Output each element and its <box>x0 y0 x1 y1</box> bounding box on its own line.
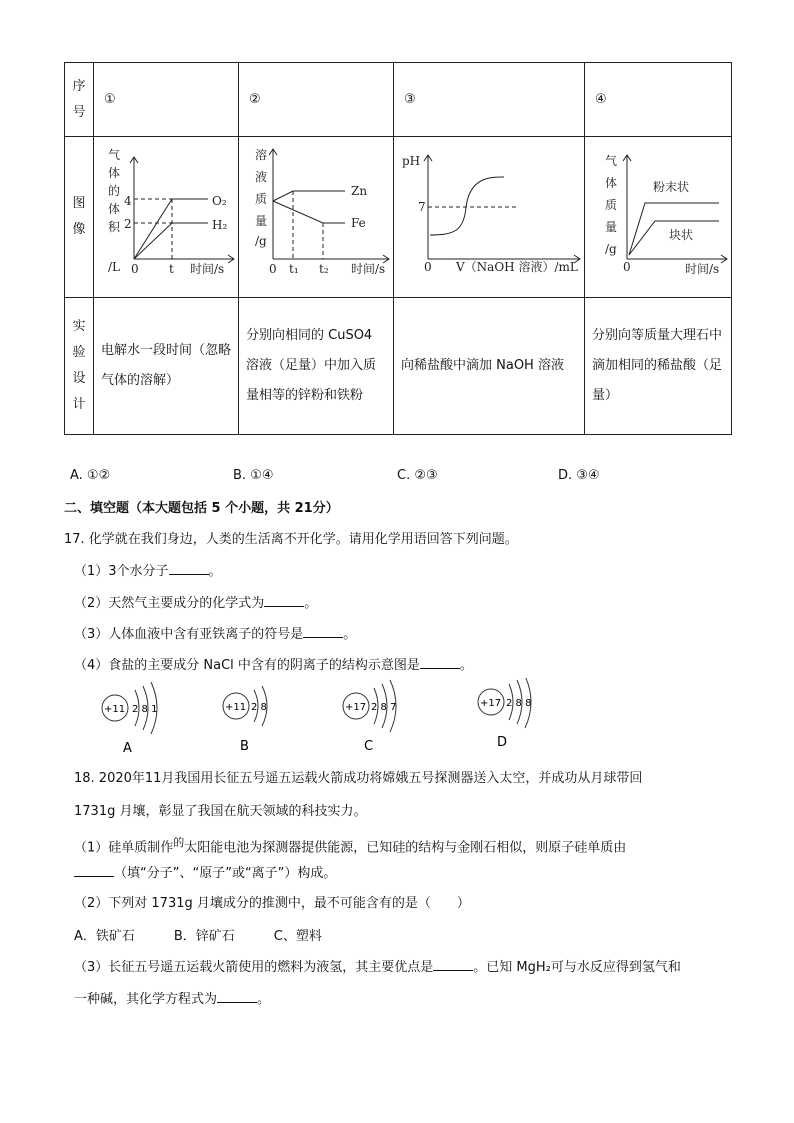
g4-xlabel: 时间/s <box>685 262 720 276</box>
g4-ylabel-2: 质 <box>605 198 618 212</box>
q18-sub1-cont: （填“分子”、“原子”或“离子”）构成。 <box>74 862 336 881</box>
g2-ylabel-4: /g <box>255 234 267 248</box>
svg-text:C: C <box>364 739 374 754</box>
svg-text:2 8 1: 2 8 1 <box>132 704 158 715</box>
atom-c <box>343 680 396 754</box>
g1-origin: 0 <box>131 262 139 276</box>
g1-ylabel-0: 气 <box>108 148 121 162</box>
option-a: A. ①② <box>70 468 111 483</box>
g2-fe-label: Fe <box>351 216 366 230</box>
g3-ylabel: pH <box>402 154 421 168</box>
q17-sub2: （2）天然气主要成分的化学式为 。 <box>74 596 318 611</box>
design-4: 分别向等质量大理石中滴加相同的稀盐酸（足量） <box>585 298 732 435</box>
blank <box>217 990 257 1003</box>
q17-sub4: （4）食盐的主要成分 NaCl 中含有的阴离子的结构示意图是 。 <box>74 658 473 673</box>
blank <box>433 958 473 971</box>
g2-origin: 0 <box>269 262 277 276</box>
g1-xlabel: 时间/s <box>190 262 225 276</box>
g2-ylabel-1: 液 <box>255 170 268 184</box>
num-4: ④ <box>585 63 732 137</box>
q17-sub1: （1）3个水分子 。 <box>74 564 222 579</box>
g1-ylabel-3: 体 <box>108 202 121 216</box>
g4-ylabel-4: /g <box>605 242 617 256</box>
g2-ylabel-2: 质 <box>255 192 268 206</box>
g1-tick-t: t <box>169 262 174 276</box>
graph-3-cell <box>394 137 585 298</box>
blank <box>264 594 304 607</box>
graph-1-cell <box>94 137 239 298</box>
g1-o2-label: O₂ <box>212 194 227 208</box>
experiment-table <box>64 62 732 435</box>
q18-stem-2: 1731g 月壤，彰显了我国在航天领域的科技实力。 <box>74 804 367 819</box>
g4-y-axis <box>623 155 631 259</box>
g4-origin: 0 <box>623 260 631 274</box>
section-title: 二、填空题（本大题包括 5 个小题，共 21分） <box>64 501 339 516</box>
g3-ph-curve <box>430 177 504 235</box>
g2-xlabel: 时间/s <box>351 262 386 276</box>
g4-ylabel-0: 气 <box>605 154 618 168</box>
g2-tick-t2: t₂ <box>319 262 329 276</box>
option-b: B. ①④ <box>233 468 274 483</box>
blank <box>169 562 209 575</box>
g2-y-axis <box>269 149 277 259</box>
design-3: 向稀盐酸中滴加 NaOH 溶液 <box>394 298 585 435</box>
q17-sub3: （3）人体血液中含有亚铁离子的符号是 。 <box>74 627 357 642</box>
svg-text:2 8: 2 8 <box>251 702 267 713</box>
g1-ylabel-4: 积 <box>108 220 121 234</box>
num-3: ③ <box>394 63 585 137</box>
g4-powder-label: 粉末状 <box>653 180 690 194</box>
g4-ylabel-1: 体 <box>605 176 618 190</box>
g1-y-axis <box>130 157 138 259</box>
num-1: ① <box>94 63 239 137</box>
g3-xlabel: V（NaOH 溶液）/mL <box>456 260 578 274</box>
g4-ylabel-3: 量 <box>605 220 618 234</box>
svg-text:+11: +11 <box>225 702 247 713</box>
design-2: 分别向相同的 CuSO4 溶液（足量）中加入质量相等的锌粉和铁粉 <box>239 298 394 435</box>
svg-text:+17: +17 <box>345 702 367 713</box>
g3-tick-7: 7 <box>418 200 426 214</box>
svg-text:2 8 7: 2 8 7 <box>371 702 397 713</box>
g1-ylabel-5: /L <box>108 260 121 274</box>
g2-dashes <box>293 191 323 259</box>
g1-h2-label: H₂ <box>212 218 228 232</box>
option-d: D. ③④ <box>558 468 600 483</box>
svg-text:2 8 8: 2 8 8 <box>506 698 532 709</box>
graph-4-cell <box>585 137 732 298</box>
g1-o2-line <box>134 199 208 259</box>
atom-d <box>478 678 531 750</box>
num-2: ② <box>239 63 394 137</box>
q18-sub2-options: A．铁矿石 B．锌矿石 C、塑料 <box>74 929 322 944</box>
atom-b <box>223 686 267 754</box>
svg-text:B: B <box>240 739 249 754</box>
svg-text:+11: +11 <box>104 704 126 715</box>
row-header-image: 图 像 <box>65 137 94 298</box>
q18-sub3-cont: 一种碱，其化学方程式为 。 <box>74 992 271 1007</box>
g2-zn-label: Zn <box>351 184 368 198</box>
g1-ylabel-2: 的 <box>108 184 121 198</box>
g2-zn-line <box>273 191 345 201</box>
g2-ylabel-0: 溶 <box>255 148 268 162</box>
svg-text:+17: +17 <box>480 698 502 709</box>
graph-2-cell <box>239 137 394 298</box>
row-header-design: 实 验 设 计 <box>65 298 94 435</box>
g1-ylabel-1: 体 <box>108 166 121 180</box>
g3-origin: 0 <box>424 260 432 274</box>
g4-block-label: 块状 <box>669 228 694 242</box>
g2-ylabel-3: 量 <box>255 214 268 228</box>
q18-sub1: （1）硅单质制作$^的$太阳能电池为探测器提供能源，已知硅的结构与金刚石相似，则原子硅单质由 <box>74 836 627 856</box>
graph-2-displacement <box>239 137 394 293</box>
q17-stem: 17. 化学就在我们身边，人类的生活离不开化学。请用化学用语回答下列问题。 <box>64 532 518 547</box>
q18-stem-1: 18. 2020年11月我国用长征五号遥五运载火箭成功将嫦娥五号探测器送入太空，并成功从月球带回 <box>74 771 643 786</box>
g1-tick-4: 4 <box>124 194 132 208</box>
graph-1-electrolysis <box>94 137 239 293</box>
blank <box>74 864 114 877</box>
design-1: 电解水一段时间（忽略气体的溶解） <box>94 298 239 435</box>
g2-fe-line <box>273 201 345 223</box>
atom-a <box>102 682 157 756</box>
option-c: C. ②③ <box>397 468 438 483</box>
blank <box>303 625 343 638</box>
q18-sub2: （2）下列对 1731g 月壤成分的推测中，最不可能含有的是（ ） <box>74 896 470 911</box>
q18-sub3: （3）长征五号遥五运载火箭使用的燃料为液氢，其主要优点是 。已知 MgH₂可与水反应得到氢气和 <box>74 960 681 975</box>
graph-3-ph <box>394 137 585 293</box>
g2-tick-t1: t₁ <box>289 262 299 276</box>
g1-tick-2: 2 <box>124 217 132 231</box>
graph-4-marble <box>585 137 732 293</box>
svg-text:A: A <box>123 741 132 756</box>
row-header-seq: 序 号 <box>65 63 94 137</box>
blank <box>420 656 460 669</box>
svg-text:D: D <box>497 735 508 750</box>
atom-diagrams <box>95 678 675 758</box>
